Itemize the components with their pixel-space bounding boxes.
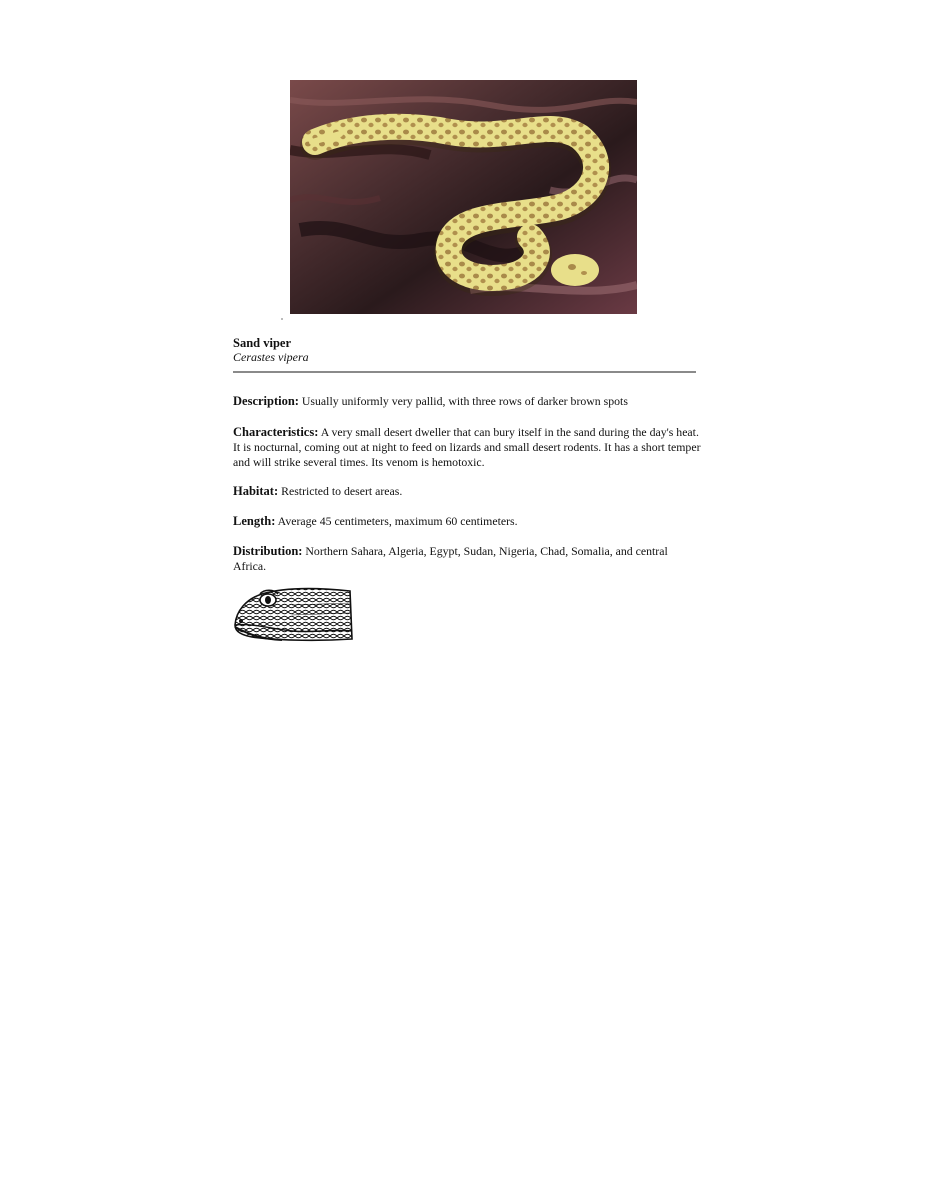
divider-rule: [233, 371, 696, 373]
characteristics-text: A very small desert dweller that can bury itself in the sand during the day's heat. It is nocturnal, coming out at night to feed on lizards and small desert rodents. It has a short temper and will strike several times. Its venom is hemotoxic.: [233, 425, 701, 469]
description-section: [233, 394, 703, 409]
scan-speck: [281, 318, 283, 320]
length-text: Average 45 centimeters, maximum 60 centimeters.: [275, 514, 518, 528]
habitat-text: Restricted to desert areas.: [278, 484, 403, 498]
description-text: Usually uniformly very pallid, with three rows of darker brown spots: [298, 394, 628, 408]
common-name: Sand viper: [233, 336, 292, 350]
snake-head-illustration: [232, 585, 354, 643]
snake-photo: [290, 80, 637, 314]
habitat-section: [233, 484, 703, 499]
characteristics-label: Characteristics:: [233, 425, 319, 439]
scientific-name: Cerastes vipera: [233, 350, 309, 364]
characteristics-section: [233, 425, 703, 470]
distribution-section: [233, 544, 703, 574]
length-label: Length:: [233, 514, 276, 528]
description-label: Description:: [233, 394, 299, 408]
distribution-label: Distribution:: [233, 544, 303, 558]
distribution-text: Northern Sahara, Algeria, Egypt, Sudan, Nigeria, Chad, Somalia, and central Africa.: [233, 544, 668, 573]
species-heading: [233, 336, 703, 364]
length-section: [233, 514, 703, 529]
habitat-label: Habitat:: [233, 484, 279, 498]
